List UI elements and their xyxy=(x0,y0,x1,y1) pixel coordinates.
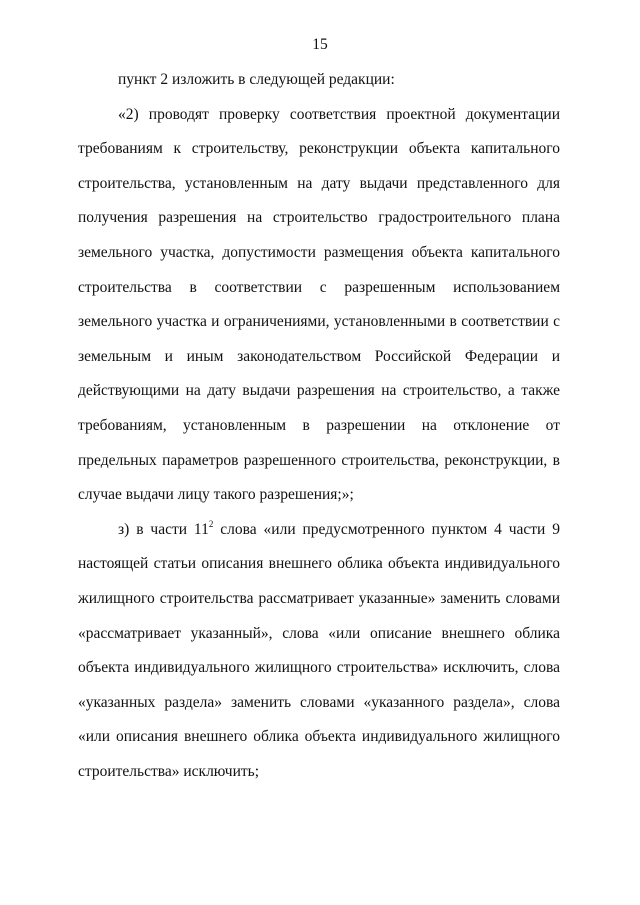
item-z-rest: слова «или предусмотренного пунктом 4 части 9 настоящей статьи описания внешнего облика объекта индивидуального жилищного строительства рассматривает указанные» заменить словами «рассматривает указанный», слова «или описание внешнего облика объекта индивидуального жилищного строительства» исключить, слова «указанных раздела» заменить словами «указанного раздела», слова «или описания внешнего облика объекта индивидуального жилищного строительства» исключить; xyxy=(78,520,560,780)
paragraph-item-2: «2) проводят проверку соответствия проектной документации требованиям к строительству, реконструкции объекта капитального строительства, установленным на дату выдачи представленного для получения разрешения на строительство градостроительного плана земельного участка, допустимости размещения объекта капитального строительства в соответствии с разрешенным использованием земельного участка и ограничениями, установленными в соответствии с земельным и иным законодательством Российской Федерации и действующими на дату выдачи разрешения на строительство, а также требованиям, установленным в разрешении на отклонение от предельных параметров разрешенного строительства, реконструкции, в случае выдачи лицу такого разрешения;»; xyxy=(78,105,560,504)
paragraph-intro: пункт 2 изложить в следующей редакции: xyxy=(118,71,395,88)
item-z-superscript: 2 xyxy=(208,518,214,529)
paragraph-item-z xyxy=(78,513,560,790)
document-body xyxy=(78,63,560,789)
page-number: 15 xyxy=(312,36,328,53)
item-z-lead: з) в части 11 xyxy=(118,520,209,538)
